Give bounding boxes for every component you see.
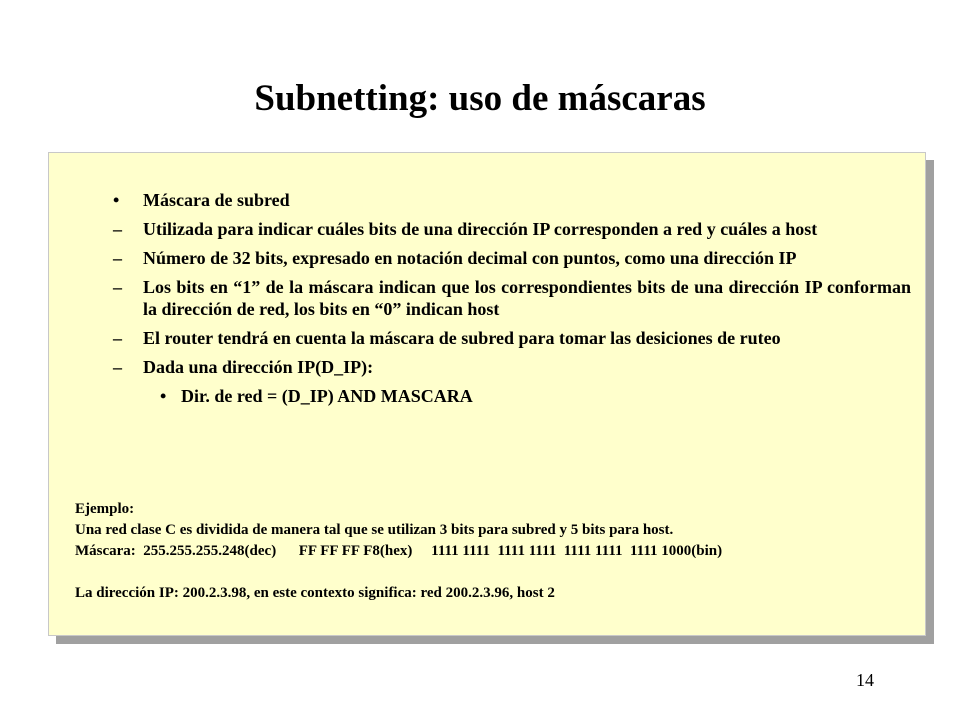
example-description: Una red clase C es dividida de manera tal que se utilizan 3 bits para subred y 5 bits para host. <box>75 522 674 538</box>
slide-title: Subnetting: uso de máscaras <box>254 78 706 119</box>
sub-bullet-text: Número de 32 bits, expresado en notación decimal con puntos, como una dirección IP <box>143 248 797 268</box>
dash-marker: – <box>113 328 122 348</box>
bullet-label: Máscara de subred <box>143 190 290 210</box>
page-number: 14 <box>856 670 874 690</box>
dash-marker: – <box>113 357 122 377</box>
sub-bullet-utilizada <box>61 218 911 240</box>
bullet-list <box>61 189 911 414</box>
example-heading: Ejemplo: <box>75 501 135 517</box>
sub-bullet-los-bits <box>61 276 911 320</box>
example-mask-values: Máscara: 255.255.255.248(dec) FF FF FF F8(hex) 1111 1111 1111 1111 1111 1111 1111 1000(bin) <box>75 543 723 559</box>
dash-marker: – <box>113 277 122 297</box>
formula-bullet <box>61 385 911 407</box>
bullet-marker: • <box>113 190 120 210</box>
bullet-mascara-de-subred <box>61 189 911 211</box>
sub-bullet-text: Los bits en “1” de la máscara indican que los correspondientes bits de una dirección IP conforman la dirección de red, los bits en “0” indican host <box>143 277 911 319</box>
dash-marker: – <box>113 248 122 268</box>
sub-bullet-router <box>61 327 911 349</box>
formula-text: Dir. de red = (D_IP) AND MASCARA <box>181 386 473 406</box>
sub-bullet-text: El router tendrá en cuenta la máscara de subred para tomar las desiciones de ruteo <box>143 328 781 348</box>
sub-bullet-dada <box>61 356 911 378</box>
sub-bullet-numero <box>61 247 911 269</box>
example-block <box>75 499 915 604</box>
bullet-marker: • <box>160 386 167 406</box>
example-ip-result: La dirección IP: 200.2.3.98, en este contexto significa: red 200.2.3.96, host 2 <box>75 585 555 601</box>
content-box <box>48 152 926 636</box>
sub-bullet-text: Utilizada para indicar cuáles bits de una dirección IP corresponden a red y cuáles a host <box>143 219 818 239</box>
dash-marker: – <box>113 219 122 239</box>
sub-bullet-text: Dada una dirección IP(D_IP): <box>143 357 374 377</box>
example-spacer <box>75 562 915 583</box>
